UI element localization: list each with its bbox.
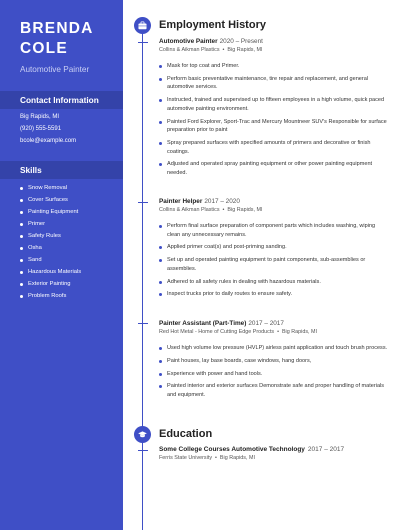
candidate-name [20,19,120,59]
skill-item: Exterior Painting [20,280,81,292]
job-position: Painter Helper [159,198,203,205]
job-duty: Set up and operated painting equipment to paint components, sub-assemblies or assemblies. [159,256,389,273]
first-name: BRENDA [20,20,94,37]
skill-item: Safety Rules [20,232,81,244]
education-entry [159,446,389,461]
job-dates: 2017 – 2017 [248,320,284,327]
job-duty: Painted Ford Explorer, Sport-Trac and Mercury Mountneer SUV's Responsible for surface preparation prior to paint [159,118,389,135]
education-institution [159,455,389,461]
job-duties [159,62,389,177]
contact-location: Big Rapids, MI [20,114,60,120]
skill-item: Painting Equipment [20,208,81,220]
skill-item: Osha [20,244,81,256]
job-employer [159,207,389,213]
timeline-tick [138,323,148,324]
last-name: COLE [20,40,68,57]
job-entry [159,198,389,303]
job-location: Big Rapids, MI [227,47,263,53]
skill-item: Cover Surfaces [20,196,81,208]
job-duty: Spray prepared surfaces with specified amounts of primers and decorative or finish coatings. [159,139,389,156]
contact-email[interactable]: bcole@example.com [20,138,77,144]
timeline-node-education [134,426,151,443]
job-duties [159,222,389,299]
skills-heading: Skills [0,161,123,179]
job-company: Collins & Aikman Plastics [159,47,220,53]
job-duty: Instructed, trained and supervised up to fifteen employees in a high volume, quick paced automotive painting environment. [159,96,389,113]
separator-dot: • [222,47,225,53]
job-heading [159,320,389,327]
job-entry [159,38,389,182]
education-heading: Education [159,428,213,440]
education-program: Some College Courses Automotive Technology [159,446,305,453]
job-duty: Applied primer coat(s) and post-priming sanding. [159,243,389,252]
employment-heading: Employment History [159,19,266,31]
skill-item: Problem Roofs [20,292,81,304]
job-duty: Used high volume low pressure (HVLP) airless paint application and touch brush process. [159,344,389,353]
timeline-tick [138,42,148,43]
separator-dot: • [215,455,217,461]
job-duty: Paint houses, lay base boards, case windows, hang doors, [159,357,389,366]
timeline-tick [138,202,148,203]
job-company: Collins & Aikman Plastics [159,207,220,213]
job-title: Automotive Painter [20,65,90,74]
job-duty: Painted interior and exterior surfaces Demonstrate safe and proper handling of materials and equipment. [159,382,389,399]
education-location: Big Rapids, MI [219,455,255,461]
job-duty: Adjusted and operated spray painting equipment or other power painting equipment needed. [159,160,389,177]
separator-dot: • [277,329,279,335]
job-duty: Perform basic preventative maintenance, tire repair and replacement, and general automotive services. [159,75,389,92]
job-dates: 2020 – Present [219,38,263,45]
contact-heading: Contact Information [0,91,123,109]
separator-dot: • [222,207,225,213]
skill-item: Snow Removal [20,184,81,196]
job-position: Automotive Painter [159,38,218,45]
job-duty: Inspect trucks prior to daily routes to ensure safety. [159,290,389,299]
job-duty: Perform final surface preparation of component parts which includes washing, wiping clean any unnecessary remains. [159,222,389,239]
job-duty: Experience with power and hand tools. [159,370,389,379]
briefcase-icon [138,21,147,30]
job-location: Big Rapids, MI [281,329,318,335]
job-duty: Adhered to all safety rules in dealing with hazardous materials. [159,278,389,287]
job-position: Painter Assistant (Part-Time) [159,320,247,327]
skill-item: Hazardous Materials [20,268,81,280]
skill-item: Primer [20,220,81,232]
contact-phone[interactable]: (920) 555-5591 [20,126,62,132]
job-entry [159,320,389,404]
education-school: Ferris State University [159,455,213,461]
graduation-cap-icon [138,430,147,439]
job-location: Big Rapids, MI [227,207,263,213]
job-employer [159,47,389,53]
job-duty: Mask for top coat and Primer. [159,62,389,71]
timeline-line [142,30,143,530]
education-dates: 2017 – 2017 [307,446,345,453]
skill-item: Sand [20,256,81,268]
skills-list [20,184,81,304]
education-heading-line [159,446,389,453]
timeline-node-employment [134,17,151,34]
job-employer [159,329,389,335]
timeline-tick [138,450,148,451]
job-heading [159,38,389,45]
job-duties [159,344,389,400]
job-company: Red Hot Metal - Home of Cutting Edge Products [159,329,275,335]
job-dates: 2017 – 2020 [204,198,240,205]
job-heading [159,198,389,205]
sidebar [0,0,123,530]
